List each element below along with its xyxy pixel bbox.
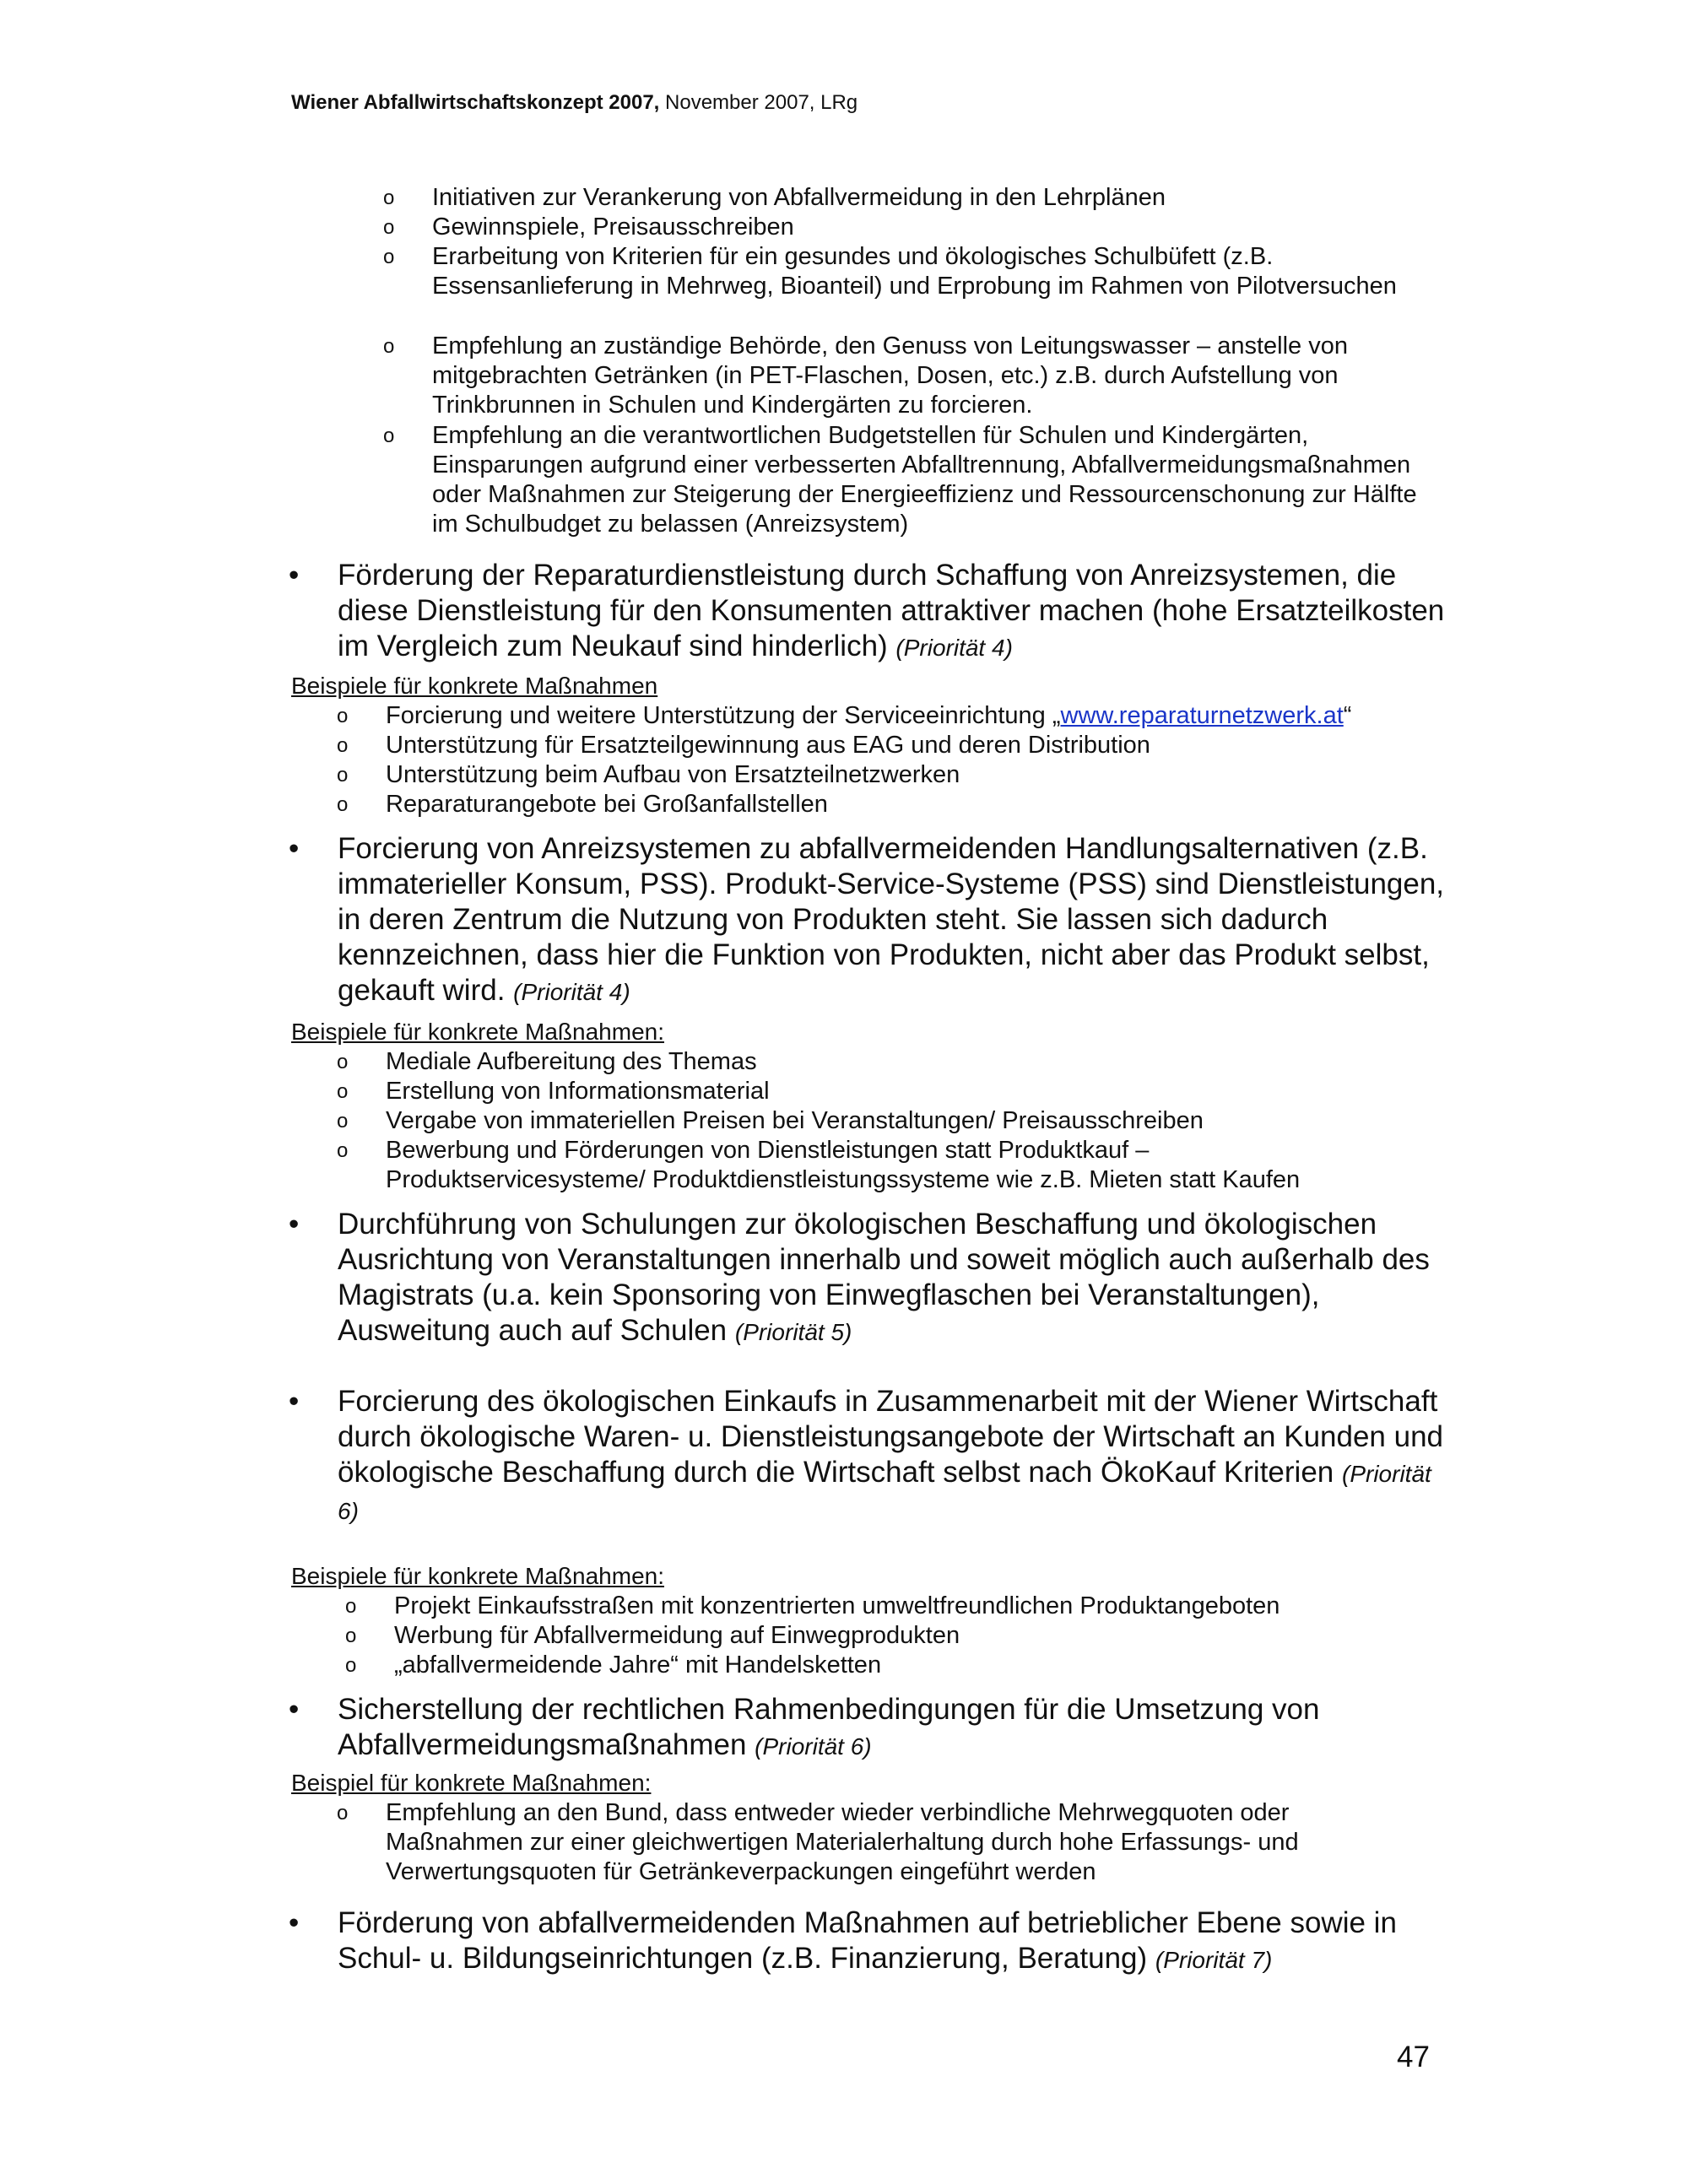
examples-heading: Beispiele für konkrete Maßnahmen: [291, 1563, 664, 1589]
priority-label: (Priorität 7) [1155, 1947, 1273, 1973]
list-item [337, 1047, 1483, 1077]
list-marker: o [337, 1051, 349, 1073]
list-marker: o [345, 1624, 357, 1647]
list-marker: o [337, 734, 349, 757]
bullet-symbol: • [289, 1693, 300, 1726]
list-item-text: Unterstützung für Ersatzteilgewinnung aus EAG und deren Distribution [386, 732, 1150, 759]
list-item [337, 790, 1483, 819]
list-marker: o [383, 335, 395, 358]
list-item [337, 760, 1483, 790]
list-marker: o [383, 424, 395, 447]
list-item-text: Reparaturangebote bei Großanfallstellen [386, 791, 828, 818]
list-item [337, 1136, 1373, 1195]
list-item-text: Vergabe von immateriellen Preisen bei Veranstaltungen/ Preisausschreiben [386, 1107, 1204, 1134]
examples-heading: Beispiele für konkrete Maßnahmen: [291, 1019, 664, 1045]
bullet-text: Forcierung des ökologischen Einkaufs in Zusammenarbeit mit der Wiener Wirtschaft durch ökologische Waren- u. Dienstleistungsangebote der Wirtschaft an Kunden und ökologische Beschaffung durch die Wirtschaft selbst nach ÖkoKauf Kriterien [338, 1385, 1444, 1489]
bullet-symbol: • [289, 1385, 300, 1418]
reparaturnetzwerk-link[interactable]: www.reparaturnetzwerk.at [1060, 702, 1344, 729]
header-title-rest: November 2007, LRg [659, 91, 858, 114]
list-marker: o [337, 1080, 349, 1103]
list-marker: o [337, 793, 349, 816]
list-item [383, 242, 1420, 301]
list-item-text: Projekt Einkaufsstraßen mit konzentrierten umweltfreundlichen Produktangeboten [394, 1592, 1280, 1619]
page-number: 47 [1397, 2041, 1430, 2073]
list-item-text: Empfehlung an zuständige Behörde, den Genuss von Leitungswasser – anstelle von mitgebrachten Getränken (in PET-Flaschen, Dosen, etc.) z.B. durch Aufstellung von Trinkbrunnen in Schulen und Kindergärten zu forcieren. [432, 332, 1348, 419]
quote-close: “ [1343, 702, 1352, 729]
bullet-text: Förderung von abfallvermeidenden Maßnahmen auf betrieblicher Ebene sowie in Schul- u. Bildungseinrichtungen (z.B. Finanzierung, Beratung) [338, 1906, 1397, 1975]
list-item [337, 731, 1483, 760]
bullet-symbol: • [289, 559, 300, 592]
list-marker: o [345, 1654, 357, 1677]
list-marker: o [337, 764, 349, 787]
list-item [337, 1077, 1483, 1106]
bullet-text: Sicherstellung der rechtlichen Rahmenbedingungen für die Umsetzung von Abfallvermeidungsmaßnahmen [338, 1693, 1320, 1761]
bullet-symbol: • [289, 1906, 300, 1939]
list-item [345, 1592, 1491, 1621]
bullet-text: Forcierung von Anreizsystemen zu abfallvermeidenden Handlungsalternativen (z.B. immaterieller Konsum, PSS). Produkt-Service-Systeme (PSS) sind Dienstleistungen, in deren Zentrum die Nutzung von Produkten steht. Sie lassen sich dadurch kennzeichnen, dass hier die Funktion von Produkten, nicht aber das Produkt selbst, gekauft wird. [338, 832, 1445, 1007]
list-item [345, 1621, 1491, 1651]
priority-label: (Priorität 6) [755, 1733, 872, 1760]
list-marker: o [337, 1802, 349, 1825]
list-item-text: „abfallvermeidende Jahre“ mit Handelsketten [394, 1652, 882, 1679]
main-bullet [289, 1692, 1452, 1765]
bullet-symbol: • [289, 1208, 300, 1241]
examples-heading: Beispiele für konkrete Maßnahmen [291, 673, 658, 699]
list-item [383, 332, 1424, 420]
list-item [383, 213, 1445, 242]
list-marker: o [383, 216, 395, 239]
list-marker: o [383, 187, 395, 209]
bullet-text: Förderung der Reparaturdienstleistung durch Schaffung von Anreizsystemen, die diese Dienstleistung für den Konsumenten attraktiver machen (hohe Ersatzteilkosten im Vergleich zum Neukauf sind hinderlich) [338, 559, 1445, 662]
list-marker: o [337, 705, 349, 727]
list-item-text: Bewerbung und Förderungen von Dienstleistungen statt Produktkauf – Produktservicesysteme/ Produktdienstleistungssysteme wie z.B. Mieten statt Kaufen [386, 1137, 1301, 1193]
priority-label: (Priorität 4) [513, 979, 630, 1005]
bullet-text: Durchführung von Schulungen zur ökologischen Beschaffung und ökologischen Ausrichtung von Veranstaltungen innerhalb und soweit möglich auch außerhalb des Magistrats (u.a. kein Sponsoring von Einwegflaschen bei Veranstaltungen), Ausweitung auch auf Schulen [338, 1208, 1430, 1347]
main-bullet [289, 831, 1452, 1010]
list-item-text: Mediale Aufbereitung des Themas [386, 1048, 757, 1075]
bullet-symbol: • [289, 832, 300, 865]
list-item [337, 1798, 1373, 1887]
page-header [291, 89, 858, 116]
main-bullet [289, 558, 1452, 666]
main-bullet [289, 1906, 1452, 1978]
list-marker: o [345, 1595, 357, 1618]
list-item [337, 1106, 1483, 1136]
list-item-text: Unterstützung beim Aufbau von Ersatzteilnetzwerken [386, 761, 960, 788]
examples-heading: Beispiel für konkrete Maßnahmen: [291, 1770, 652, 1796]
list-item-text: Gewinnspiele, Preisausschreiben [432, 214, 794, 241]
list-item-text: Forcierung und weitere Unterstützung der Serviceeinrichtung „ [386, 702, 1061, 729]
list-item-text: Empfehlung an die verantwortlichen Budgetstellen für Schulen und Kindergärten, Einsparungen aufgrund einer verbesserten Abfalltrennung, Abfallvermeidungsmaßnahmen oder Maßnahmen zur Steigerung der Energieeffizienz und Ressourcenschonung zur Hälfte im Schulbudget zu belassen (Anreizsystem) [432, 422, 1417, 538]
header-title-bold: Wiener Abfallwirtschaftskonzept 2007, [291, 91, 660, 114]
list-marker: o [383, 246, 395, 268]
list-item-text: Empfehlung an den Bund, dass entweder wieder verbindliche Mehrwegquoten oder Maßnahmen zur einer gleichwertigen Materialerhaltung durch hohe Erfassungs- und Verwertungsquoten für Getränkeverpackungen eingeführt werden [386, 1799, 1299, 1885]
list-item [345, 1651, 1491, 1680]
list-item [383, 183, 1445, 213]
list-item-text: Initiativen zur Verankerung von Abfallvermeidung in den Lehrplänen [432, 184, 1166, 211]
list-item-text: Erstellung von Informationsmaterial [386, 1078, 770, 1105]
list-item-text: Erarbeitung von Kriterien für ein gesundes und ökologisches Schulbüfett (z.B. Essensanlieferung in Mehrweg, Bioanteil) und Erprobung im Rahmen von Pilotversuchen [432, 243, 1397, 300]
list-item-text: Werbung für Abfallvermeidung auf Einwegprodukten [394, 1622, 960, 1649]
main-bullet [289, 1384, 1452, 1529]
list-item [337, 701, 1483, 731]
priority-label: (Priorität 5) [734, 1319, 852, 1345]
list-item [383, 421, 1441, 539]
list-marker: o [337, 1110, 349, 1133]
list-marker: o [337, 1139, 349, 1162]
main-bullet [289, 1207, 1452, 1350]
priority-label: (Priorität 4) [895, 635, 1013, 661]
priority-label: (Priorität 6) [338, 1461, 1431, 1524]
